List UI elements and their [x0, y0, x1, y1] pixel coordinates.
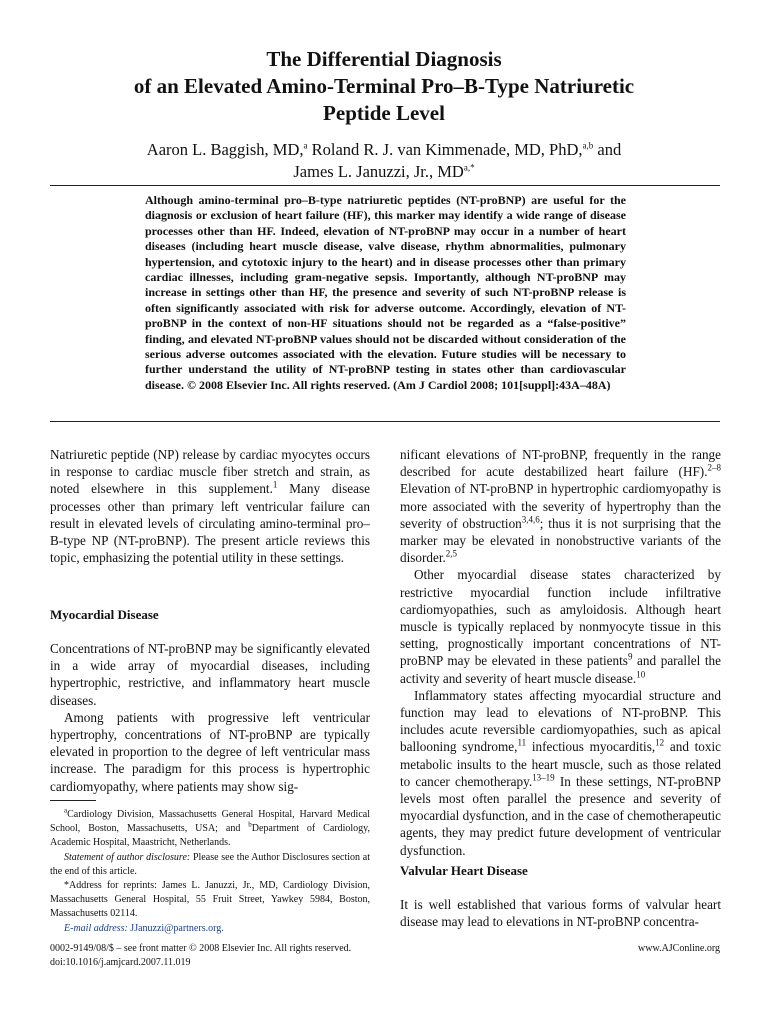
- citation: 3,4,6: [521, 514, 540, 525]
- affiliation-mark: a: [303, 140, 308, 151]
- author-januzzi: James L. Januzzi, Jr., MD: [293, 162, 464, 181]
- title-line-3: Peptide Level: [323, 101, 445, 125]
- body-paragraph: Among patients with progressive left ventricular hypertrophy, concentrations of NT-proBNP are typically elevated in proportion to the degree of left ventricular mass increase. The paradigm for this process is hypertrophic cardiomyopathy, where patients may show sig-: [50, 709, 370, 794]
- affiliations: $^a$Cardiology Division, Massachusetts General Hospital, Harvard Medical School, Boston, Massachusetts, USA; and $^b$Department of Cardiology, Academic Hospital, Maastricht, Netherlands.: [50, 806, 371, 849]
- article-title: [60, 46, 708, 127]
- citation: 1: [272, 480, 278, 491]
- disclosure: Statement of author disclosure: Please see the Author Disclosures section at the end of this article.: [50, 851, 371, 877]
- body-paragraph: It is well established that various forms of valvular heart disease may lead to elevations in NT-proBNP concentra-: [400, 897, 721, 930]
- footnote-rule: [50, 800, 96, 801]
- abstract-top-rule: [50, 185, 720, 186]
- email-link[interactable]: JJanuzzi@partners.org.: [127, 922, 224, 934]
- affiliation-mark: a,b: [582, 140, 594, 151]
- left-column-section: [50, 640, 370, 795]
- journal-website[interactable]: www.AJConline.org: [638, 943, 720, 954]
- intro-paragraph: Natriuretic peptide (NP) release by cardiac myocytes occurs in response to cardiac muscle fiber stretch and strain, as noted elsewhere in this supplement.$^1$ Many disease processes other than primary left ventricular failure can result in elevated levels of circulating amino-terminal pro–B-type NP (NT-proBNP). The present article reviews this topic, emphasizing the potential utility in these settings.: [50, 447, 370, 566]
- citation: 10: [636, 669, 646, 680]
- right-column-section: [400, 896, 721, 930]
- left-column: [50, 446, 370, 566]
- title-line-2: of an Elevated Amino-Terminal Pro–B-Type Natriuretic: [133, 74, 635, 98]
- author-baggish: Aaron L. Baggish, MD,: [146, 140, 304, 159]
- body-paragraph: Concentrations of NT-proBNP may be significantly elevated in a wide array of myocardial diseases, including hypertrophic, restrictive, and inflammatory heart muscle diseases.: [50, 641, 370, 708]
- body-paragraph: Inflammatory states affecting myocardial structure and function may lead to elevations of NT-proBNP. This includes acute reversible cardiomyopathies, such as apical ballooning syndrome,$^{11}$ infectious myocarditis,$^{12}$ and toxic metabolic insults to the heart muscle, such as those related to cancer chemotherapy.$^{13-19}$ In these settings, NT-proBNP levels most often parallel the presence and severity of myocardial dysfunction, and in the case of chemotherapeutic agents, they may predict future development of ventricular dysfunction.: [400, 687, 721, 858]
- citation: 13–19: [532, 772, 555, 783]
- publication-info: [50, 942, 351, 970]
- citation: 12: [655, 738, 665, 749]
- author-conjunction: and: [593, 140, 622, 159]
- abstract-bottom-rule: [50, 421, 720, 422]
- author-list: [60, 139, 708, 183]
- section-heading-valvular: Valvular Heart Disease: [400, 863, 528, 878]
- affiliation-mark: a,*: [463, 162, 475, 173]
- section-heading-myocardial: Myocardial Disease: [50, 607, 159, 622]
- right-column: [400, 446, 721, 859]
- issn-line: 0002-9149/08/$ – see front matter © 2008 Elsevier Inc. All rights reserved.: [50, 943, 352, 954]
- doi-line: doi:10.1016/j.amjcard.2007.11.019: [50, 957, 191, 968]
- citation: 2–8: [707, 462, 721, 473]
- title-line-1: The Differential Diagnosis: [266, 47, 502, 71]
- author-line-2: [60, 161, 708, 183]
- author-van-kimmenade: Roland R. J. van Kimmenade, MD, PhD,: [307, 140, 583, 159]
- citation: 9: [627, 652, 633, 663]
- abstract: Although amino-terminal pro–B-type natriuretic peptides (NT-proBNP) are useful for the diagnosis or exclusion of heart failure (HF), this marker may identify a wide range of disease processes other than HF. Indeed, elevation of NT-proBNP may occur in a number of heart diseases (including heart muscle disease, valve disease, rhythm abnormalities, pulmonary hypertension, and cytotoxic injury to the heart) and in disease processes other than primary cardiac illnesses, including gram-negative sepsis. Importantly, although NT-proBNP may increase in settings other than HF, the presence and severity of such NT-proBNP release is often significantly associated with risk for adverse outcome. Accordingly, elevation of NT-proBNP in the context of non-HF situations should not be regarded as a “false-positive” finding, and elevated NT-proBNP values should not be discarded without consideration of the serious adverse outcomes associated with the elevation. Future studies will be necessary to further understand the utility of NT-proBNP testing in states other than cardiovascular disease. © 2008 Elsevier Inc. All rights reserved. (Am J Cardiol 2008; 101[suppl]:43A–48A): [145, 193, 626, 392]
- citation: 11: [517, 738, 527, 749]
- author-line-1: [60, 139, 708, 161]
- reprint-address: *Address for reprints: James L. Januzzi, Jr., MD, Cardiology Division, Massachusetts General Hospital, 55 Fruit Street, Yawkey 5984, Boston, Massachusetts 02114.: [50, 880, 370, 920]
- footnotes: [50, 808, 370, 936]
- citation: 2,5: [445, 548, 458, 559]
- body-paragraph: nificant elevations of NT-proBNP, frequently in the range described for acute destabilized heart failure (HF).$^{2-8}$ Elevation of NT-proBNP in hypertrophic cardiomyopathy is more associated with the severity of hypertrophy than the severity of obstruction$^{3,4,6}$; thus it is not surprising that the marker may be elevated in nonobstructive variants of the disorder.$^{2,5}$: [400, 447, 721, 566]
- body-paragraph: Other myocardial disease states characterized by restrictive myocardial function include infiltrative cardiomyopathies, such as amyloidosis. Although heart muscle is typically replaced by nonmyocyte tissue in this setting, prognostically important concentrations of NT-proBNP may be elevated in these patients$^9$ and parallel the activity and severity of heart muscle disease.$^{10}$: [400, 567, 721, 686]
- email-line: E-mail address: JJanuzzi@partners.org.: [64, 922, 224, 934]
